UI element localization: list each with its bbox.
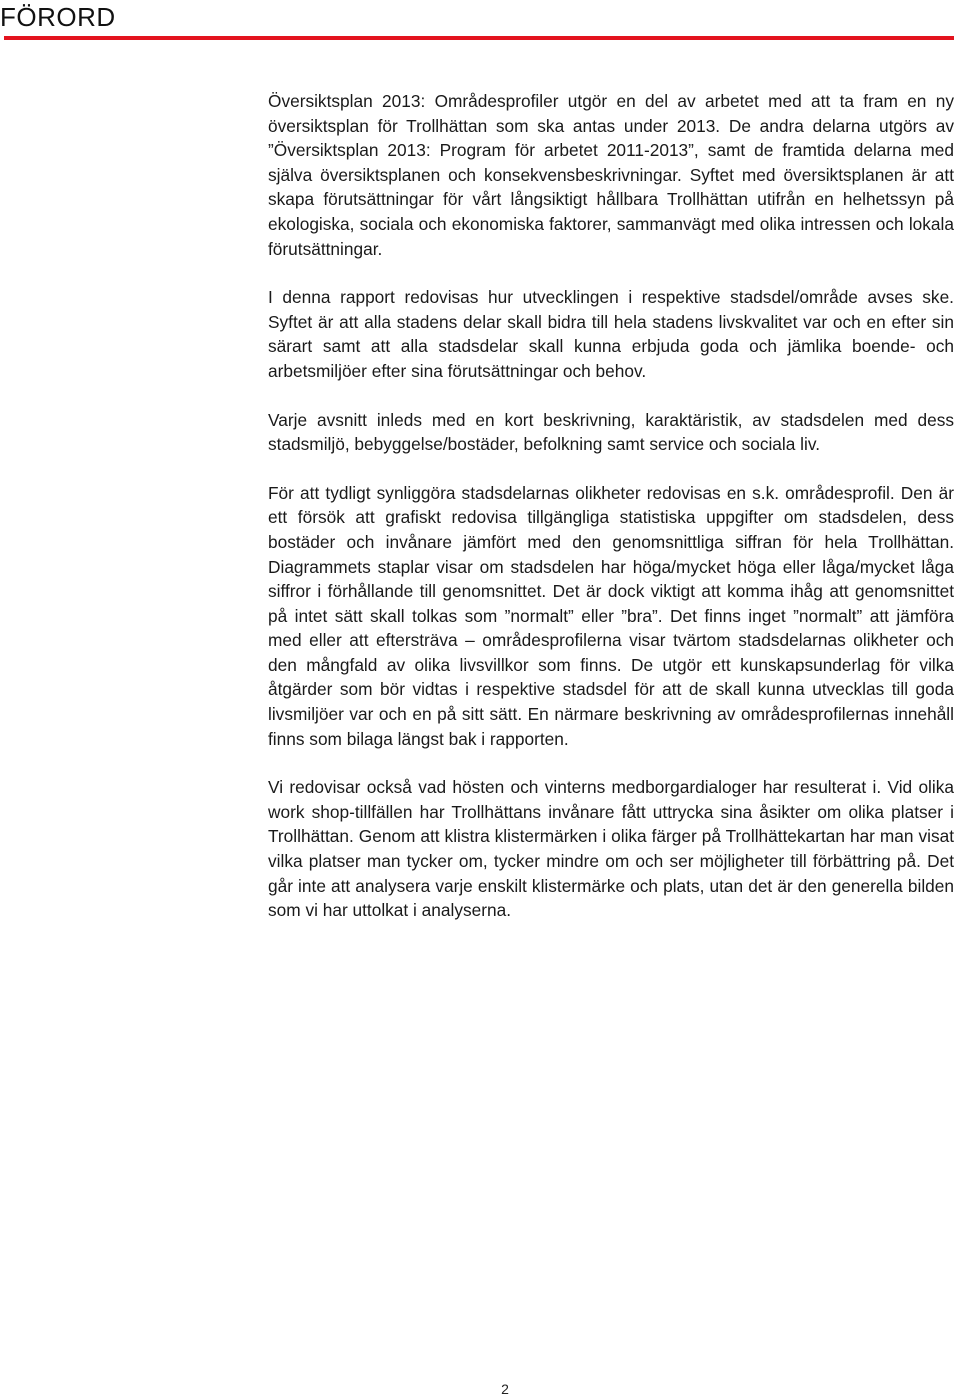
paragraph-citizen-dialogue: Vi redovisar också vad hösten och vinterns medborgardialoger har resulterat i. Vid olika work shop-tillfällen har Trollhättans invånare fått uttrycka sina åsikter om olika platser i Trollhättan. Genom att klistra klistermärken i olika färger på Trollhättekartan har man visat vilka platser man tycker om, tycker mindre om och ser möjligheter till förbättring på. Det går inte att analysera varje enskilt klistermärke och plats, utan det är den generella bilden som vi har uttolkat i analyserna. xyxy=(268,777,954,921)
paragraph-report: I denna rapport redovisas hur utvecklingen i respektive stadsdel/område avses ske. Syftet är att alla stadens delar skall bidra till hela stadens livskvalitet var och en efter sin särart samt att alla stadsdelar skall kunna erbjuda goda och jämlika boende- och arbetsmiljöer efter sina förutsättningar och behov. xyxy=(268,287,954,381)
paragraph-area-profile: För att tydligt synliggöra stadsdelarnas olikheter redovisas en s.k. områdesprofil. Den är ett försök att grafiskt redovisa tillgängliga statistiska uppgifter om stadsdelen, dess bostäder och invånare jämfört med den genomsnittliga siffran för hela Trollhättan. Diagrammets staplar visar om stadsdelen har höga/mycket höga eller låga/mycket låga siffror i förhållande till genomsnittet. Det är dock viktigt att komma ihåg att genomsnittet på intet sätt skall tolkas som ”normalt” eller ”bra”. Det finns inget ”normalt” att jämföra med eller att eftersträva – områdesprofilerna visar tvärtom stadsdelarnas olikheter och den mångfald av olika livsvillkor som finns. De utgör ett kunskapsunderlag för vilka åtgärder som bör vidtas i respektive stadsdel för att de skall kunna utvecklas till goda livsmiljöer var och en på sitt sätt. En närmare beskrivning av områdesprofilernas innehåll finns som bilaga längst bak i rapporten. xyxy=(268,482,954,749)
page-header xyxy=(0,0,960,42)
paragraph-intro: Översiktsplan 2013: Områdesprofiler utgör en del av arbetet med att ta fram en ny översiktsplan för Trollhättan som ska antas under 2013. De andra delarna utgörs av ”Översiktsplan 2013: Program för arbetet 2011-2013”, samt de framtida delarna med själva översiktsplanen och konsekvensbeskrivningar. Syftet med översiktsplanen är att skapa förutsättningar för vårt långsiktigt hållbara Trollhättan utifrån en helhetssyn på ekologiska, sociala och ekonomiska faktorer, sammanvägt med olika intressen och lokala förutsättningar. xyxy=(268,91,954,259)
page-title: FÖRORD xyxy=(0,2,116,32)
header-rule xyxy=(4,36,954,40)
page-number: 2 xyxy=(501,1381,509,1397)
body-text xyxy=(268,89,954,947)
paragraph-sections: Varje avsnitt inleds med en kort beskrivning, karaktäristik, av stadsdelen med dess stadsmiljö, bebyggelse/bostäder, befolkning samt service och sociala liv. xyxy=(268,409,954,455)
